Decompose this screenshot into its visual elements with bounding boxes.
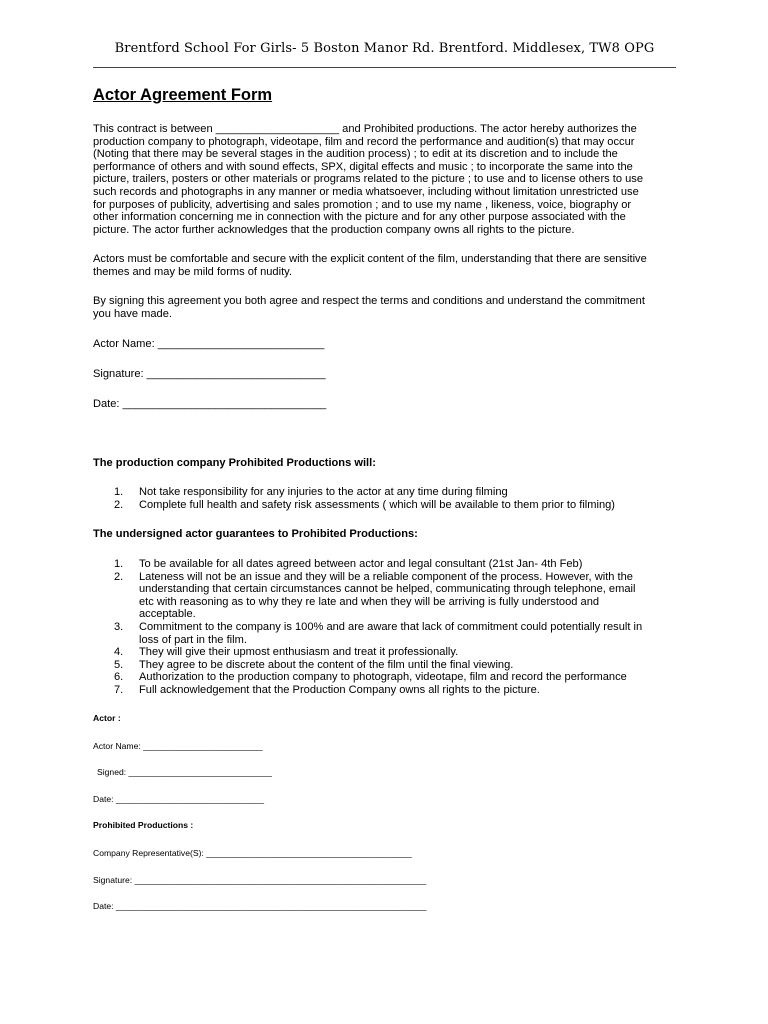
- list-item: [93, 621, 693, 646]
- list-item: [93, 486, 693, 499]
- list-item: [93, 659, 693, 672]
- contract-line: (Noting that there may be several stages in the audition process) ; to edit at its discretion and to include the: [93, 148, 618, 161]
- comfort-paragraph: [93, 253, 683, 278]
- list-item-text: Lateness will not be an issue and they will be a reliable component of the process. However, with the: [139, 570, 633, 583]
- company-obligations-heading: The production company Prohibited Productions will:: [93, 457, 376, 469]
- list-number: 6.: [114, 671, 124, 684]
- signing-line: you have made.: [93, 307, 172, 320]
- list-item-text: Not take responsibility for any injuries to the actor at any time during filming: [139, 486, 508, 498]
- contract-line: This contract is between ____________________ and Prohibited productions. The actor hereby authorizes the: [93, 123, 637, 135]
- list-item-text: Commitment to the company is 100% and are aware that lack of commitment could potentially result in: [139, 620, 643, 633]
- list-item-text: Authorization to the production company to photograph, videotape, film and record the performance: [139, 671, 627, 684]
- actor-block-date-field[interactable]: Date: _______________________________: [93, 794, 265, 804]
- list-item-text: acceptable.: [139, 608, 196, 621]
- signing-line: By signing this agreement you both agree and respect the terms and conditions and understand the commitment: [93, 295, 645, 307]
- actor-block-heading: Actor :: [93, 713, 121, 723]
- actor-name-field[interactable]: Actor Name: ___________________________: [93, 338, 325, 350]
- actor-block-signed-field[interactable]: Signed: ______________________________: [97, 767, 272, 777]
- list-item-text: understanding that certain circumstances cannot be helped, communicating through telephone, email: [139, 583, 636, 596]
- contract-line: for purposes of publicity, advertising and sales promotion ; and to use my name , likeness, voice, biography or: [93, 198, 632, 211]
- list-item-text: They will give their upmost enthusiasm and treat it professionally.: [139, 646, 459, 659]
- header-divider: [93, 67, 676, 68]
- page-title: Actor Agreement Form: [93, 86, 273, 104]
- contract-line: such records and photographs in any manner or media whatsoever, including without limitation unrestricted use: [93, 185, 639, 198]
- list-item-text: etc with reasoning as to why they re late and when they will be arriving is fully understood and: [139, 595, 600, 608]
- contract-line: production company to photograph, videotape, film and record the performance and audition(s) that may occur: [93, 135, 635, 148]
- list-number: 2.: [114, 570, 124, 583]
- list-item-text: Complete full health and safety risk assessments ( which will be available to them prior to filming): [139, 498, 616, 511]
- contract-line: picture. The actor further acknowledges that the production company owns all rights to the picture.: [93, 223, 575, 236]
- list-number: 3.: [114, 620, 124, 633]
- date-field[interactable]: Date: _________________________________: [93, 398, 327, 410]
- actor-guarantees-list: [93, 558, 693, 697]
- company-obligations-list: [93, 486, 693, 511]
- company-representative-field[interactable]: Company Representative(S): ___________________________________________: [93, 848, 412, 858]
- list-item: [93, 646, 693, 659]
- comfort-line: Actors must be comfortable and secure with the explicit content of the film, understanding that there are sensitive: [93, 253, 647, 265]
- comfort-line: themes and may be mild forms of nudity.: [93, 265, 292, 278]
- contract-line: other information concerning me in connection with the picture and for any other purpose associated with the: [93, 211, 626, 224]
- list-number: 1.: [114, 486, 124, 498]
- contract-line: performance of others and with sound effects, SPX, digital effects and music ; to incorporate the same into the: [93, 160, 633, 173]
- actor-block-name-field[interactable]: Actor Name: _________________________: [93, 741, 263, 751]
- list-number: 4.: [114, 646, 124, 659]
- school-header: Brentford School For Girls- 5 Boston Manor Rd. Brentford. Middlesex, TW8 OPG: [114, 41, 655, 56]
- list-number: 5.: [114, 658, 124, 671]
- list-item-text: To be available for all dates agreed between actor and legal consultant (21st Jan- 4th Feb): [139, 558, 583, 570]
- list-item: [93, 671, 693, 684]
- list-number: 7.: [114, 683, 124, 696]
- list-item-text: They agree to be discrete about the content of the film until the final viewing.: [139, 658, 514, 671]
- contract-paragraph: [93, 123, 683, 236]
- list-item-text: loss of part in the film.: [139, 633, 247, 646]
- contract-line: picture, trailers, posters or other materials or programs related to the picture ; to use and to license others to use: [93, 173, 644, 186]
- list-item: [93, 571, 693, 621]
- actor-guarantees-heading: The undersigned actor guarantees to Prohibited Productions:: [93, 528, 418, 540]
- list-item-text: Full acknowledgement that the Production Company owns all rights to the picture.: [139, 683, 540, 696]
- company-date-field[interactable]: Date: _________________________________________________________________: [93, 901, 427, 911]
- list-item: [93, 499, 693, 512]
- signing-paragraph: [93, 295, 683, 320]
- signature-field[interactable]: Signature: _____________________________: [93, 368, 326, 380]
- list-item: [93, 684, 693, 697]
- list-number: 1.: [114, 558, 124, 570]
- company-signature-field[interactable]: Signature: _____________________________________________________________: [93, 875, 427, 885]
- company-block-heading: Prohibited Productions :: [93, 820, 194, 830]
- list-number: 2.: [114, 498, 124, 511]
- list-item: [93, 558, 693, 571]
